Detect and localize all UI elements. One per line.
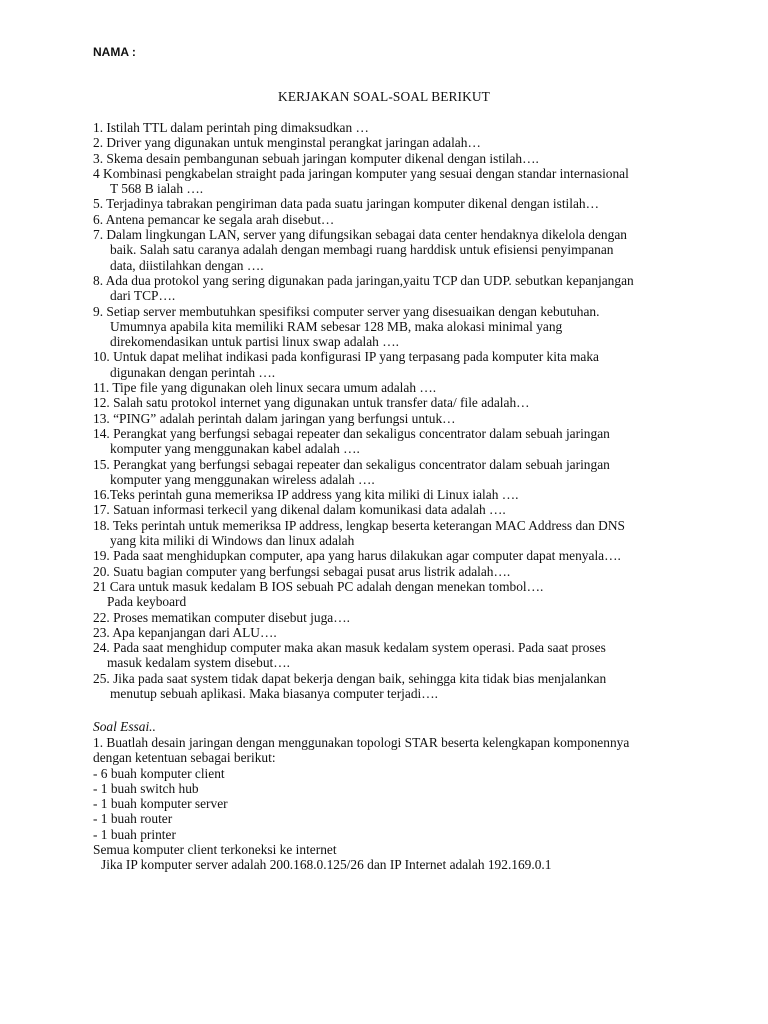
essay-section — [93, 735, 713, 873]
question-text: 16.Teks perintah guna memeriksa IP address yang kita miliki di Linux ialah …. — [93, 487, 519, 503]
essay-line: 1. Buatlah desain jaringan dengan menggunakan topologi STAR beserta kelengkapan komponennya — [93, 735, 630, 750]
question-text: 24. Pada saat menghidup computer maka akan masuk kedalam system operasi. Pada saat proses — [93, 640, 606, 656]
question-text-continued: yang kita miliki di Windows dan linux adalah — [110, 533, 355, 549]
question-text: 8. Ada dua protokol yang sering digunakan pada jaringan,yaitu TCP dan UDP. sebutkan kepanjangan — [93, 272, 634, 288]
question-item — [93, 135, 693, 150]
essay-line: - 1 buah switch hub — [93, 780, 199, 796]
question-item — [93, 671, 693, 702]
question-text-continued: masuk kedalam system disebut…. — [107, 655, 290, 671]
question-text-continued: komputer yang menggunakan wireless adalah …. — [110, 471, 375, 487]
question-item — [93, 227, 693, 273]
question-text: 7. Dalam lingkungan LAN, server yang difungsikan sebagai data center hendaknya dikelola dengan — [93, 227, 627, 243]
question-text: 4 Kombinasi pengkabelan straight pada jaringan komputer yang sesuai dengan standar internasional — [93, 165, 629, 181]
question-item — [93, 610, 693, 625]
question-text: 17. Satuan informasi terkecil yang dikenal dalam komunikasi data adalah …. — [93, 502, 506, 518]
question-text: 13. “PING” adalah perintah dalam jaringan yang berfungsi untuk… — [93, 410, 456, 426]
question-text-continued: Umumnya apabila kita memiliki RAM sebesar 128 MB, maka alokasi minimal yang — [110, 318, 563, 334]
question-item — [93, 349, 693, 380]
question-item — [93, 564, 693, 579]
question-item — [93, 457, 693, 488]
question-item — [93, 120, 693, 135]
essay-line: - 1 buah router — [93, 811, 173, 827]
question-text: 12. Salah satu protokol internet yang digunakan untuk transfer data/ file adalah… — [93, 395, 530, 411]
question-item — [93, 411, 693, 426]
question-text: 1. Istilah TTL dalam perintah ping dimaksudkan … — [93, 120, 369, 135]
question-text-continued: T 568 B ialah …. — [110, 181, 204, 197]
page-title: KERJAKAN SOAL-SOAL BERIKUT — [278, 89, 490, 104]
question-item — [93, 166, 693, 197]
question-text: 11. Tipe file yang digunakan oleh linux secara umum adalah …. — [93, 380, 437, 396]
question-text: 2. Driver yang digunakan untuk menginstal perangkat jaringan adalah… — [93, 135, 481, 151]
essay-line: - 1 buah printer — [93, 826, 176, 842]
question-item — [93, 625, 693, 640]
question-text: 22. Proses mematikan computer disebut juga…. — [93, 609, 350, 625]
question-item — [93, 518, 693, 549]
question-item — [93, 640, 693, 671]
essay-line: dengan ketentuan sebagai berikut: — [93, 750, 276, 766]
question-text-continued: Pada keyboard — [107, 594, 187, 610]
essay-line: Semua komputer client terkoneksi ke internet — [93, 842, 337, 858]
question-text: 23. Apa kepanjangan dari ALU…. — [93, 624, 277, 640]
question-item — [93, 304, 693, 350]
essay-line: Jika IP komputer server adalah 200.168.0.125/26 dan IP Internet adalah 192.169.0.1 — [101, 857, 552, 873]
question-text: 14. Perangkat yang berfungsi sebagai repeater dan sekaligus concentrator dalam sebuah jaringan — [93, 425, 610, 441]
question-text-continued: menutup sebuah aplikasi. Maka biasanya computer terjadi…. — [110, 685, 438, 701]
question-item — [93, 380, 693, 395]
question-text: 10. Untuk dapat melihat indikasi pada konfigurasi IP yang terpasang pada komputer kita maka — [93, 349, 599, 365]
question-item — [93, 273, 693, 304]
question-text: 21 Cara untuk masuk kedalam B IOS sebuah PC adalah dengan menekan tombol…. — [93, 578, 544, 594]
question-text: 20. Suatu bagian computer yang berfungsi sebagai pusat arus listrik adalah…. — [93, 563, 511, 579]
question-text: 6. Antena pemancar ke segala arah disebut… — [93, 211, 335, 227]
question-text: 5. Terjadinya tabrakan pengiriman data pada suatu jaringan komputer dikenal dengan istilah… — [93, 196, 600, 212]
question-text-continued: digunakan dengan perintah …. — [110, 364, 276, 380]
question-item — [93, 502, 693, 517]
question-text: 18. Teks perintah untuk memeriksa IP address, lengkap beserta keterangan MAC Address dan DNS — [93, 517, 625, 533]
essay-line: - 1 buah komputer server — [93, 796, 228, 812]
question-text: 3. Skema desain pembangunan sebuah jaringan komputer dikenal dengan istilah…. — [93, 150, 539, 166]
question-text-continued: baik. Salah satu caranya adalah dengan membagi ruang harddisk untuk efisiensi penyimpanan — [110, 242, 614, 258]
essay-line: - 6 buah komputer client — [93, 765, 225, 781]
question-item — [93, 579, 693, 610]
question-text: 9. Setiap server membutuhkan spesifiksi computer server yang disesuaikan dengan kebutuhan. — [93, 303, 600, 319]
question-text-continued: dari TCP…. — [110, 288, 176, 304]
question-item — [93, 212, 693, 227]
question-item — [93, 426, 693, 457]
question-text-continued: komputer yang menggunakan kabel adalah …. — [110, 441, 360, 457]
question-item — [93, 395, 693, 410]
question-list — [93, 120, 693, 701]
question-item — [93, 487, 693, 502]
name-label: NAMA : — [93, 45, 136, 59]
question-text-continued: direkomendasikan untuk partisi linux swap adalah …. — [110, 334, 399, 350]
question-text: 19. Pada saat menghidupkan computer, apa yang harus dilakukan agar computer dapat menyala…. — [93, 548, 621, 564]
question-item — [93, 548, 693, 563]
question-item — [93, 151, 693, 166]
question-text: 25. Jika pada saat system tidak dapat bekerja dengan baik, sehingga kita tidak bias menjalankan — [93, 670, 607, 686]
question-text: 15. Perangkat yang berfungsi sebagai repeater dan sekaligus concentrator dalam sebuah jaringan — [93, 456, 610, 472]
essay-heading: Soal Essai.. — [93, 719, 156, 734]
question-item — [93, 196, 693, 211]
question-text-continued: data, diistilahkan dengan …. — [110, 257, 264, 273]
